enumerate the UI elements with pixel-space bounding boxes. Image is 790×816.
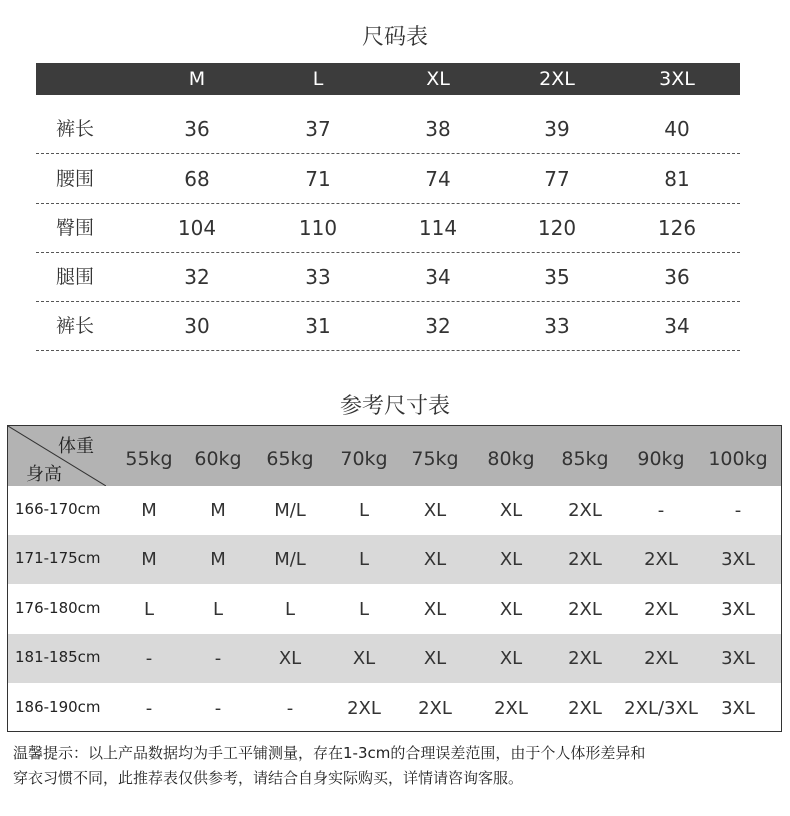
tip-note [13,741,783,791]
size-row [36,153,740,204]
size-recommendation-cell: M [210,549,226,571]
size-recommendation-cell: XL [499,598,523,620]
size-recommendation-cell: 2XL [568,500,602,521]
size-recommendation-cell: 2XL [568,697,602,719]
tip-note-line: 温馨提示：以上产品数据均为手工平铺测量，存在1-3cm的合理误差范围，由于个人体形差异和 [13,744,646,762]
weight-header-cell: 65kg [266,448,314,470]
size-cell: 35 [544,265,570,289]
size-recommendation-cell: 3XL [721,697,755,719]
size-recommendation-cell: L [143,598,155,620]
size-recommendation-cell: M [141,549,157,571]
tip-note-line: 穿衣习惯不同，此推荐表仅供参考，请结合自身实际购买，详情请咨询客服。 [13,769,524,787]
size-recommendation-cell: 2XL [568,648,602,670]
size-header-cell: 3XL [659,68,695,90]
size-recommendation-cell: 2XL [568,598,602,620]
size-recommendation-cell: 3XL [721,598,755,620]
size-header-cell: L [312,68,324,90]
size-recommendation-cell: L [284,598,296,620]
size-recommendation-cell: XL [423,648,447,670]
size-recommendation-cell: L [212,598,224,620]
size-recommendation-cell: 2XL [568,549,602,571]
corner-height-label: 身高 [26,464,62,485]
size-row [36,251,740,302]
size-recommendation-cell: 2XL/3XL [624,697,698,719]
size-cell: 37 [305,117,331,141]
size-recommendation-cell: 2XL [347,697,381,719]
size-recommendation-cell: XL [499,500,523,521]
weight-header-cell: 60kg [194,448,242,470]
size-recommendation-cell: - [145,697,153,719]
size-header-cell: 2XL [539,68,575,90]
size-row-label: 裤长 [56,315,95,337]
size-recommendation-cell: M [141,500,157,521]
size-row-label: 腿围 [56,266,95,288]
height-row [8,585,781,634]
size-recommendation-cell: XL [278,648,302,670]
size-recommendation-cell: - [286,697,294,719]
size-recommendation-cell: XL [499,648,523,670]
size-recommendation-cell: - [214,697,222,719]
size-recommendation-cell: XL [423,500,447,521]
size-row [36,300,740,351]
size-cell: 120 [537,216,577,240]
size-recommendation-cell: - [145,648,153,670]
height-row-label: 181-185cm [15,648,101,667]
size-cell: 77 [544,167,570,191]
weight-header-cell: 80kg [487,448,535,470]
reference-chart-header [8,426,781,486]
size-recommendation-cell: M/L [274,500,306,521]
size-cell: 33 [305,265,331,289]
size-recommendation-cell: L [358,549,370,571]
size-cell: 104 [177,216,217,240]
height-row-label: 171-175cm [15,549,101,568]
size-cell: 110 [298,216,338,240]
size-cell: 32 [184,265,210,289]
weight-header-cell: 100kg [708,448,768,470]
size-recommendation-cell: 2XL [644,598,678,620]
size-recommendation-cell: L [358,500,370,521]
weight-header-cell: 55kg [125,448,173,470]
height-row [8,486,781,535]
size-recommendation-cell: L [358,598,370,620]
size-row-label: 腰围 [56,168,95,190]
height-row-label: 176-180cm [15,598,101,617]
size-row-label: 裤长 [56,118,95,140]
size-recommendation-cell: - [734,500,742,521]
size-cell: 71 [305,167,331,191]
size-recommendation-cell: M/L [274,549,306,571]
size-cell: 36 [664,265,690,289]
weight-header-cell: 90kg [637,448,685,470]
size-cell: 30 [184,314,210,338]
size-cell: 40 [664,117,690,141]
height-row [8,634,781,683]
size-row [36,202,740,253]
size-recommendation-cell: 3XL [721,648,755,670]
size-cell: 68 [184,167,210,191]
size-cell: 114 [418,216,458,240]
size-recommendation-cell: XL [423,549,447,571]
size-recommendation-cell: XL [352,648,376,670]
size-cell: 126 [657,216,697,240]
size-recommendation-cell: 3XL [721,549,755,571]
height-row-label: 166-170cm [15,500,101,518]
reference-chart [7,425,782,732]
size-cell: 33 [544,314,570,338]
reference-chart-title: 参考尺寸表 [339,394,450,419]
size-cell: 39 [544,117,570,141]
height-row-label: 186-190cm [15,697,101,716]
size-cell: 81 [664,167,690,191]
size-cell: 38 [425,117,451,141]
size-row-label: 臀围 [56,217,95,239]
size-cell: 34 [425,265,451,289]
size-cell: 31 [305,314,331,338]
size-recommendation-cell: XL [499,549,523,571]
size-recommendation-cell: M [210,500,226,521]
size-cell: 36 [184,117,210,141]
size-chart-title: 尺码表 [361,25,428,50]
size-recommendation-cell: 2XL [494,697,528,719]
size-row [36,103,740,154]
size-recommendation-cell: 2XL [644,549,678,571]
size-recommendation-cell: 2XL [644,648,678,670]
size-recommendation-cell: 2XL [418,697,452,719]
size-chart-header [36,63,740,95]
size-cell: 74 [425,167,451,191]
weight-header-cell: 75kg [411,448,459,470]
size-header-cell: XL [426,68,450,90]
corner-weight-label: 体重 [58,436,94,457]
weight-header-cell: 85kg [561,448,609,470]
height-row [8,535,781,584]
size-header-cell: M [188,68,206,90]
size-recommendation-cell: XL [423,598,447,620]
height-row [8,684,781,733]
size-recommendation-cell: - [657,500,665,521]
size-recommendation-cell: - [214,648,222,670]
size-cell: 34 [664,314,690,338]
size-cell: 32 [425,314,451,338]
weight-header-cell: 70kg [340,448,388,470]
